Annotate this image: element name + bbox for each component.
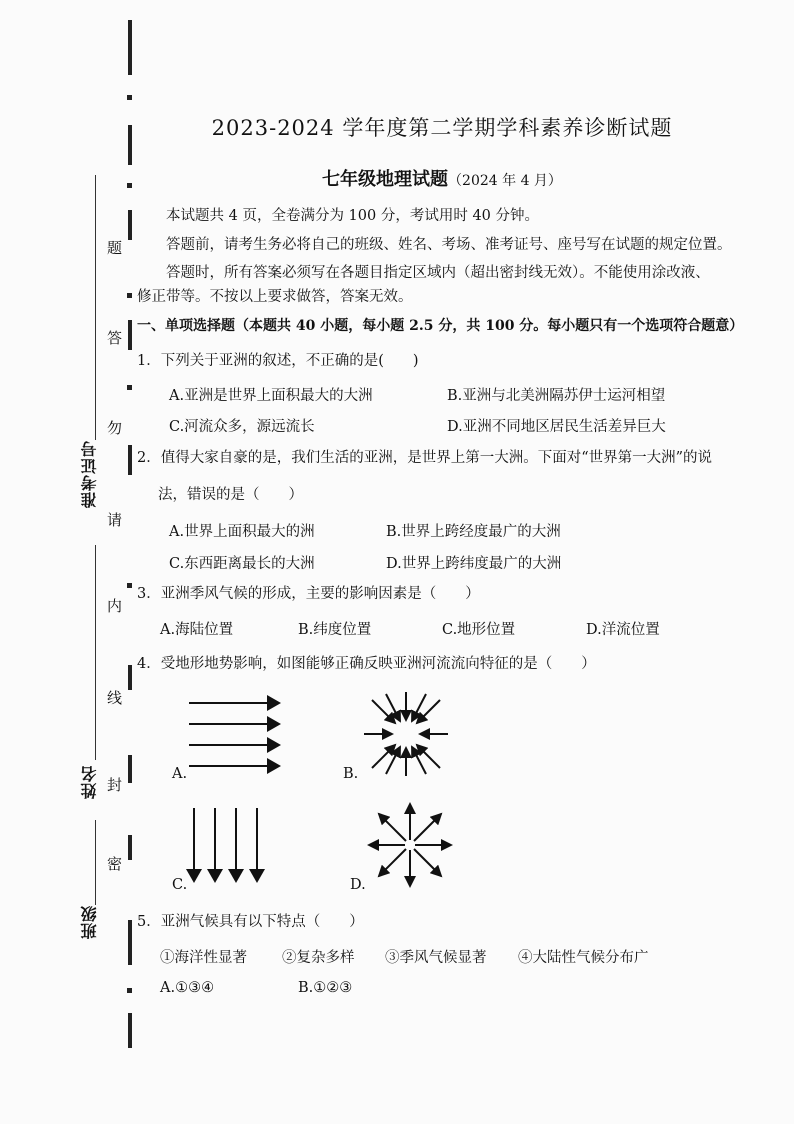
q3-option-c[interactable]: C.地形位置 (442, 622, 516, 638)
q5-feature-4: ④大陆性气候分布广 (518, 950, 649, 966)
class-label: 班级 (80, 905, 99, 939)
instruction-line-4: 修正带等。不按以上要求做答，答案无效。 (137, 289, 413, 305)
seal-char: 勿 (105, 420, 123, 435)
seal-char: 内 (105, 598, 123, 613)
question-1-stem: 1．下列关于亚洲的叙述，不正确的是( ) (137, 353, 419, 369)
seal-char: 密 (105, 856, 123, 871)
q4-option-a[interactable]: A. (172, 766, 188, 782)
q5-option-a[interactable]: A.①③④ (160, 980, 215, 996)
q5-feature-2: ②复杂多样 (282, 950, 355, 966)
exam-subtitle-row (0, 165, 794, 191)
q5-option-b[interactable]: B.①②③ (298, 980, 353, 996)
seal-char: 线 (105, 690, 123, 705)
q2-option-d[interactable]: D.世界上跨纬度最广的大洲 (386, 556, 562, 572)
question-2-stem-cont: 法，错误的是（ ） (158, 487, 303, 503)
question-4-stem: 4．受地形地势影响，如图能够正确反映亚洲河流流向特征的是（ ） (137, 656, 596, 672)
instruction-line-2: 答题前，请考生务必将自己的班级、姓名、考场、准考证号、座号写在试题的规定位置。 (166, 237, 732, 253)
seal-line-segment-1 (128, 20, 132, 75)
exam-id-label: 准考证号 (80, 440, 99, 508)
seal-dot (127, 583, 132, 588)
q4-figure-a-parallel-arrows (185, 695, 290, 775)
seal-char: 题 (105, 240, 123, 255)
q5-feature-3: ③季风气候显著 (385, 950, 487, 966)
q5-feature-1: ①海洋性显著 (160, 950, 247, 966)
seal-line-segment-7 (128, 755, 132, 783)
q3-option-a[interactable]: A.海陆位置 (160, 622, 234, 638)
instruction-line-1: 本试题共 4 页，全卷满分为 100 分，考试用时 40 分钟。 (166, 208, 540, 224)
seal-line-segment-3 (128, 210, 132, 240)
q2-option-c[interactable]: C.东西距离最长的大洲 (169, 556, 315, 572)
seal-line-segment-9 (128, 920, 132, 965)
q4-option-d[interactable]: D. (350, 877, 366, 893)
question-2-stem: 2．值得大家自豪的是，我们生活的亚洲，是世界上第一大洲。下面对“世界第一大洲”的说 (137, 450, 713, 466)
q4-option-c[interactable]: C. (172, 877, 188, 893)
q4-figure-d-radiating-arrows (365, 800, 455, 890)
seal-line-segment-6 (128, 665, 132, 690)
question-5-stem: 5．亚洲气候具有以下特点（ ） (137, 914, 364, 930)
seal-line-segment-5 (128, 445, 132, 475)
name-label: 姓名 (80, 765, 99, 799)
q1-option-d[interactable]: D.亚洲不同地区居民生活差异巨大 (447, 419, 666, 435)
seal-dot (127, 988, 132, 993)
section-heading: 一、单项选择题（本题共 40 小题，每小题 2.5 分，共 100 分。每小题只有一个选项符合题意） (137, 318, 744, 334)
seal-line-segment-10 (128, 1013, 132, 1048)
seal-dot (127, 385, 132, 390)
q3-option-d[interactable]: D.洋流位置 (586, 622, 660, 638)
seal-char: 封 (105, 777, 123, 792)
name-underline (95, 545, 96, 760)
question-3-stem: 3．亚洲季风气候的形成，主要的影响因素是（ ） (137, 586, 480, 602)
seal-char: 请 (105, 512, 123, 527)
q1-option-c[interactable]: C.河流众多，源远流长 (169, 419, 315, 435)
seal-line-segment-4 (128, 320, 132, 350)
seal-line-segment-8 (128, 835, 132, 860)
q1-option-b[interactable]: B.亚洲与北美洲隔苏伊士运河相望 (447, 388, 666, 404)
q4-figure-c-downward-arrows (186, 805, 266, 890)
q1-option-a[interactable]: A.亚洲是世界上面积最大的大洲 (169, 388, 373, 404)
exam-subtitle: 七年级地理试题 (322, 169, 449, 190)
seal-char: 答 (105, 330, 123, 345)
q4-figure-b-converging-arrows (360, 688, 452, 780)
seal-dot (127, 95, 132, 100)
instruction-line-3: 答题时，所有答案必须写在各题目指定区域内（超出密封线无效）。不能使用涂改液、 (166, 265, 710, 281)
seal-dot (127, 293, 132, 298)
q3-option-b[interactable]: B.纬度位置 (298, 622, 372, 638)
q4-option-b[interactable]: B. (343, 766, 359, 782)
q2-option-b[interactable]: B.世界上跨经度最广的大洲 (386, 524, 561, 540)
exam-id-underline (95, 175, 96, 440)
class-underline (95, 820, 96, 905)
q2-option-a[interactable]: A.世界上面积最大的洲 (169, 524, 315, 540)
exam-title: 2023-2024 学年度第二学期学科素养诊断试题 (211, 116, 673, 140)
exam-date: （2024 年 4 月） (448, 173, 562, 189)
